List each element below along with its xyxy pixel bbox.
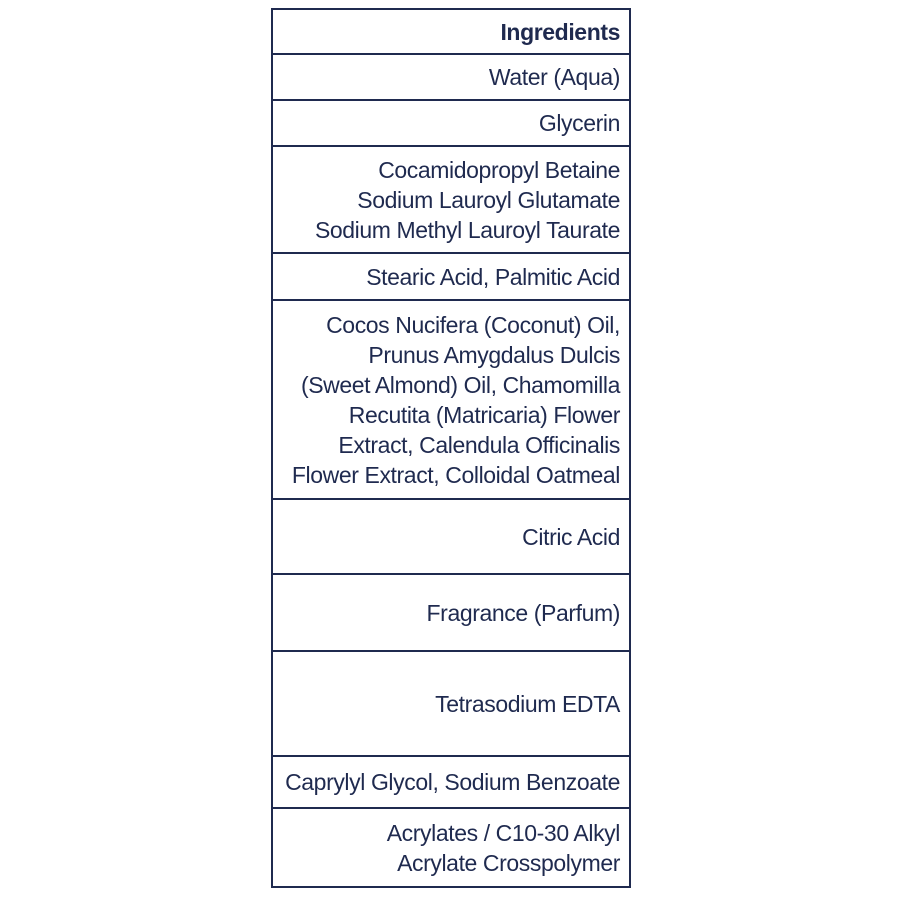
- ingredient-text: Fragrance (Parfum): [426, 599, 620, 626]
- ingredient-text: Glycerin: [538, 110, 620, 136]
- ingredient-text: Citric Acid: [522, 523, 620, 550]
- ingredient-text: Cocos Nucifera (Coconut) Oil, Prunus Amygdalus Dulcis (Sweet Almond) Oil, Chamomilla Recutita (Matricaria) Flower Extract, Calendula Officinalis Flower Extract, Colloidal Oatmeal: [291, 311, 620, 488]
- table-header: [273, 10, 629, 53]
- table-row: [273, 807, 629, 886]
- ingredient-text: Caprylyl Glycol, Sodium Benzoate: [285, 769, 620, 795]
- ingredient-text: Cocamidopropyl Betaine Sodium Lauroyl Glutamate Sodium Methyl Lauroyl Taurate: [314, 156, 620, 243]
- ingredients-table: [271, 8, 631, 888]
- ingredient-text: Tetrasodium EDTA: [435, 690, 620, 717]
- table-header-label: Ingredients: [500, 18, 620, 45]
- table-row: [273, 755, 629, 807]
- table-row: [273, 145, 629, 252]
- table-row: [273, 299, 629, 498]
- table-row: [273, 252, 629, 299]
- table-row: [273, 99, 629, 145]
- table-row: [273, 498, 629, 573]
- table-row: [273, 650, 629, 755]
- ingredient-text: Stearic Acid, Palmitic Acid: [366, 263, 620, 290]
- ingredient-text: Water (Aqua): [488, 64, 620, 90]
- ingredient-text: Acrylates / C10-30 Alkyl Acrylate Crosspolymer: [386, 819, 620, 876]
- table-row: [273, 573, 629, 650]
- table-row: [273, 53, 629, 99]
